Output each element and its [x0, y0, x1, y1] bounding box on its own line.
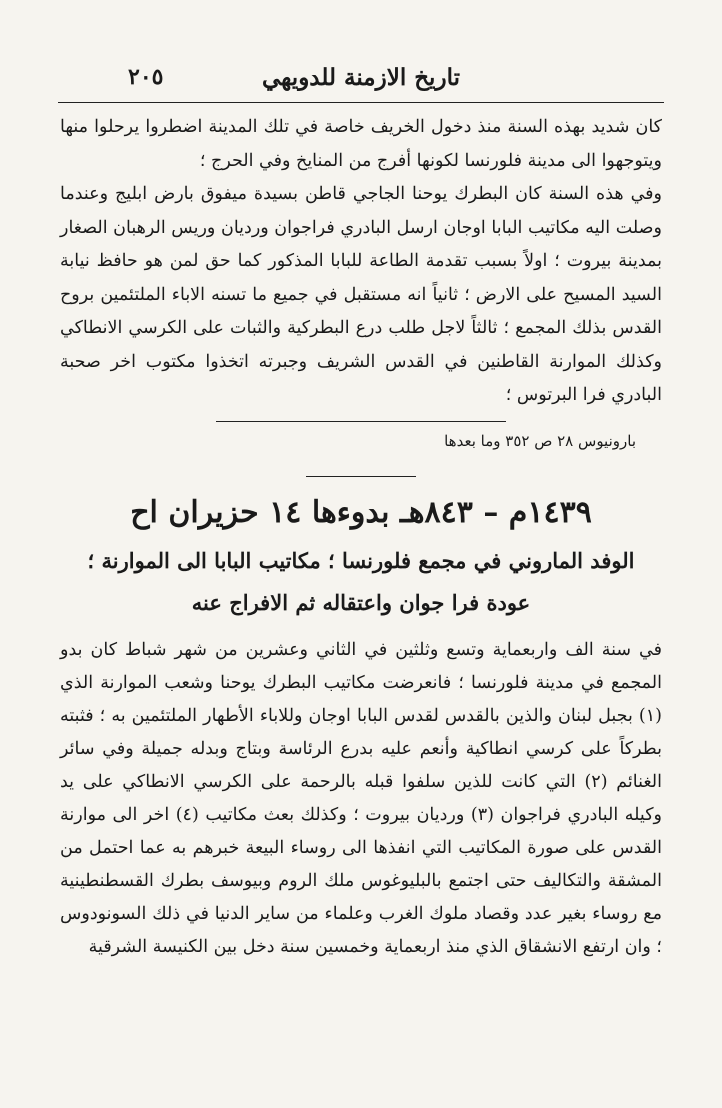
page-number: ٢٠٥ — [128, 64, 164, 90]
upper-text-block — [60, 111, 662, 413]
lower-text-block — [60, 634, 662, 964]
running-title: تاريخ الازمنة للدويهي — [262, 64, 460, 91]
section-summary: الوفد الماروني في مجمع فلورنسا ؛ مكاتيب البابا الى الموارنة ؛ عودة فرا جوان واعتقاله ثم الافراج عنه — [87, 547, 635, 615]
footnote-divider — [216, 421, 506, 422]
upper-paragraph-2: وفي هذه السنة كان البطرك يوحنا الجاجي قاطن بسيدة ميفوق بارض ابليج وعندما وصلت اليه مكاتيب البابا اوجان ارسل البادري فراجوان ورديان وريس الرهبان الصغار بمدينة بيروت ؛ اولاً بسبب تقدمة الطاعة للبابا المذكور كما حق لمن هو حافظ نيابة السيد المسيح على الارض ؛ ثانياً انه مستقبل في جميع ما تسنه الاباء الملتئمين بروح القدس بذلك المجمع ؛ ثالثاً لاجل طلب درع البطركية والثبات على الكرسي الانطاكي وكذلك الموارنة القاطنين في القدس الشريف وجبرته اتخذوا مكتوب اخر صحبة البادري فرا البرتوس ؛ — [60, 184, 662, 405]
section-heading: ١٤٣٩م – ٨٤٣هـ بدوءها ١٤ حزيران اح — [130, 494, 592, 530]
page-header — [58, 62, 664, 103]
footnote: بارونيوس ٢٨ ص ٣٥٢ وما بعدها — [444, 431, 636, 450]
upper-paragraph-1: كان شديد بهذه السنة منذ دخول الخريف خاصة في تلك المدينة اضطروا يرحلوا منها ويتوجهوا الى مدينة فلورنسا لكونها أفرج من المنايخ وفي الحرج ؛ — [60, 117, 662, 171]
section-divider — [306, 476, 416, 477]
lower-paragraph-1: في سنة الف واربعماية وتسع وثلثين في الثاني وعشرين من شهر شباط كان بدو المجمع في مدينة فلورنسا ؛ فانعرضت مكاتيب البطرك يوحنا وشعب الموارنة الذي (١) بجبل لبنان والذين بالقدس لقدس البابا اوجان وللاباء الأطهار الملتئمين به ؛ فثبته بطركاً على كرسي انطاكية وأنعم عليه بدرع الرئاسة وبتاج وبدله جميلة وفي سائر الغنائم (٢) التي كانت للذين سلفوا قبله بالرحمة على الكرسي الانطاكي على يد وكيله البادري فراجوان (٣) ورديان بيروت ؛ وكذلك بعث مكاتيب (٤) اخر الى موارنة القدس على صورة المكاتيب التي انفذها الى روساء البيعة خبرهم به عما احتمل من المشقة والتكاليف حتى اجتمع بالبليوغوس ملك الروم وبيوسف بطرك القسطنطينية مع روساء بغير عدد وقصاد ملوك الغرب وعلماء من ساير الدنيا في ذلك السونودوس ؛ وان ارتفع الانشقاق الذي منذ اربعماية وخمسين سنة دخل بين الكنيسة الشرقية — [60, 639, 662, 957]
